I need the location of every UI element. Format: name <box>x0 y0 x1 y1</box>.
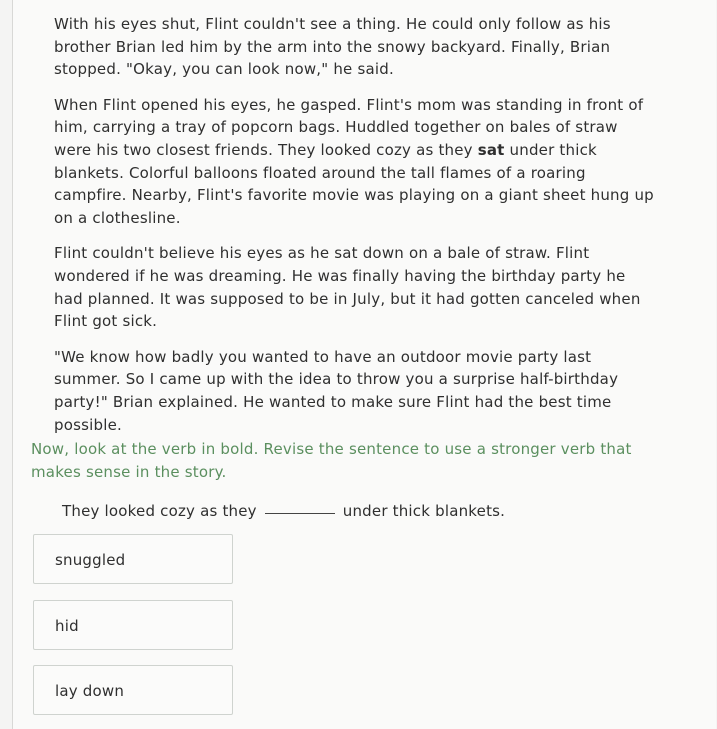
question-instruction: Now, look at the verb in bold. Revise the sentence to use a stronger verb that makes sense in the story. <box>31 440 632 481</box>
choice-snuggled[interactable]: snuggled <box>33 534 233 584</box>
question-sentence <box>62 500 505 522</box>
choice-hid[interactable]: hid <box>33 600 233 650</box>
paragraph-4: "We know how badly you wanted to have an outdoor movie party last summer. So I came up with the idea to throw you a surprise half-birthday party!" Brian explained. He wanted to make sure Flint had the best time possible. <box>54 347 619 434</box>
story-passage <box>54 13 654 449</box>
bold-verb: sat <box>477 140 505 159</box>
sentence-after: under thick blankets. <box>342 502 506 520</box>
paragraph-2-after: under thick blankets. Colorful balloons floated around the tall flames of a roaring campfire. Nearby, Flint's favorite movie was playing on a giant sheet hung up on a clothesline. <box>54 140 654 227</box>
paragraph-2-before: When Flint opened his eyes, he gasped. Flint's mom was standing in front of him, carrying a tray of popcorn bags. Huddled together on bales of straw were his two closest friends. They looked cozy as they <box>54 95 644 159</box>
paragraph-2 <box>54 94 654 230</box>
paragraph-1: With his eyes shut, Flint couldn't see a thing. He could only follow as his brother Brian led him by the arm into the snowy backyard. Finally, Brian stopped. "Okay, you can look now," he said. <box>54 15 611 79</box>
paragraph-3: Flint couldn't believe his eyes as he sat down on a bale of straw. Flint wondered if he was dreaming. He was finally having the birthday party he had planned. It was supposed to be in July, but it had gotten canceled when Flint got sick. <box>54 244 641 331</box>
answer-blank <box>265 513 335 514</box>
sentence-before: They looked cozy as they <box>62 502 257 520</box>
choice-lay-down[interactable]: lay down <box>33 665 233 715</box>
